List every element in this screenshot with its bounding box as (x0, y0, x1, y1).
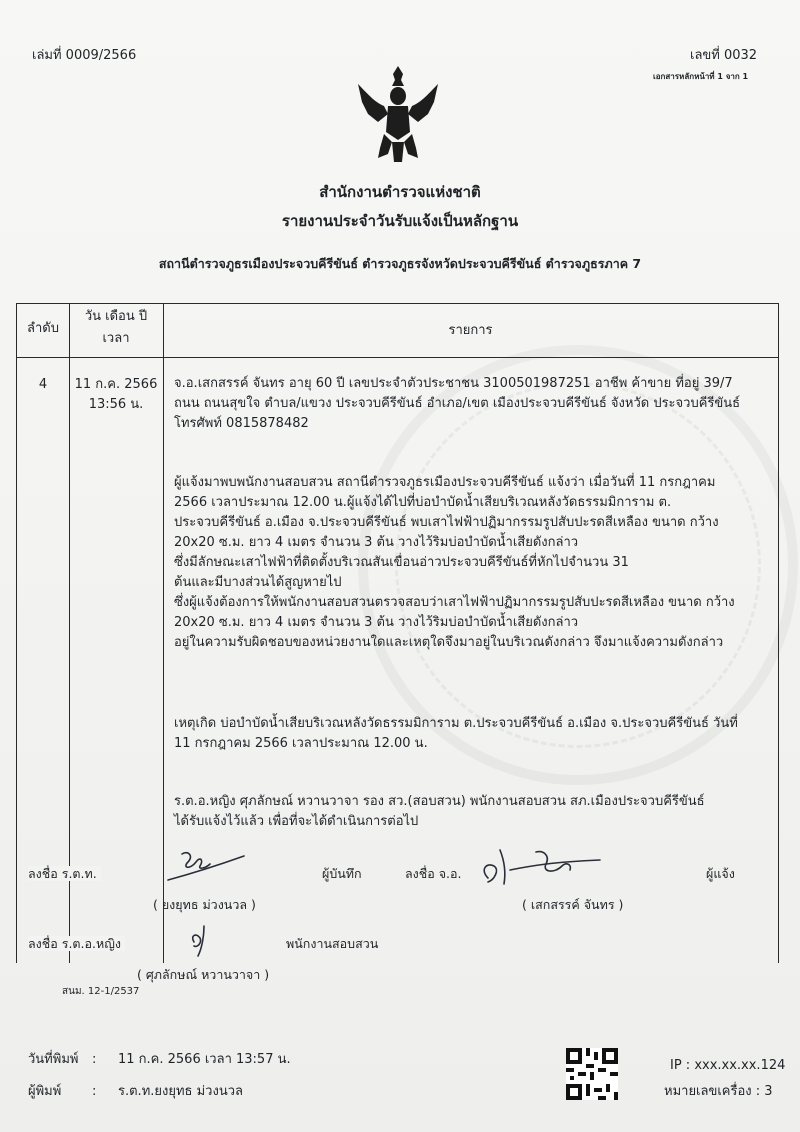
column-header-date: วัน เดือน ปี (84, 309, 148, 324)
investigator-sign-label: ลงชื่อ ร.ต.อ.หญิง (28, 936, 125, 951)
document-number: เลขที่ 0032 (690, 48, 758, 63)
print-date-label: วันที่พิมพ์ (28, 1052, 79, 1067)
report-title: รายงานประจำวันรับแจ้งเป็นหลักฐาน (281, 212, 519, 230)
ip-address: IP : xxx.xx.xx.124 (670, 1058, 786, 1073)
qr-code-icon (566, 1048, 618, 1100)
column-header-number: ลำดับ (27, 321, 59, 336)
column-header-item: รายการ (448, 323, 493, 338)
investigator-name: ( ศุภลักษณ์ หวานวาจา ) (137, 967, 270, 982)
incident-statement: ผู้แจ้งมาพบพนักงานสอบสวน สถานีตำรวจภูธรเมืองประจวบคีรีขันธ์ แจ้งว่า เมื่อวันที่ 11 กรกฎาคม 2566 เวลาประมาณ 12.00 น.ผู้แจ้งได้ไปที่บ่อบำบัดน้ำเสียบริเวณหลังวัดธรรมมิการาม ต. ประจวบคีรีขันธ์ อ.เมือง จ.ประจวบคีรีขันธ์ พบเสาไฟฟ้าปฏิมากรรมรูปสับปะรดสีเหลือง ขนาด กว้าง 20x20 ซ.ม. ยาว 4 เมตร จำนวน 3 ต้น วางไว้ริมบ่อบำบัดน้ำเสียดังกล่าว ซึ่งมีลักษณะเสาไฟฟ้าที่ติดตั้งบริเวณสันเขื่อนอ่าวประจวบคีรีขันธ์ที่หักไปจำนวน 31 ต้นและมีบางส่วนได้สูญหายไป ซึ่งผู้แจ้งต้องการให้พนักงานสอบสวนตรวจสอบว่าเสาไฟฟ้าปฏิมากรรมรูปสับปะรดสีเหลือง ขนาด กว้าง 20x20 ซ.ม. ยาว 4 เมตร จำนวน 3 ต้น วางไว้ริมบ่อบำบัดน้ำเสียดังกล่าว อยู่ในความรับผิดชอบของหน่วยงานใดและเหตุใดจึงมาอยู่ในบริเวณดังกล่าว จึงมาแจ้งความดังกล่าว (174, 475, 735, 650)
recorder-role: ผู้บันทึก (322, 866, 362, 881)
page-count: เอกสารหลักหน้าที่ 1 จาก 1 (653, 72, 749, 81)
reporter-sign-label: ลงชื่อ จ.อ. (405, 866, 462, 881)
reporter-name: ( เสกสรรค์ จันทร ) (522, 897, 624, 912)
printer-label: ผู้พิมพ์ (28, 1084, 62, 1099)
recorder-signature (160, 846, 255, 886)
garuda-emblem-icon (348, 62, 448, 164)
reporter-details: จ.อ.เสกสรรค์ จันทร อายุ 60 ปี เลขประจำตัวประชาชน 3100501987251 อาชีพ ค้าขาย ที่อยู่ 39/7 ถนน ถนนสุขใจ ตำบล/แขวง ประจวบคีรีขันธ์ อำเภอ/เขต เมืองประจวบคีรีขันธ์ จังหวัด ประจวบคีรีขันธ์ โทรศัพท์ 0815878482 (174, 376, 741, 431)
printer-colon: : (92, 1084, 97, 1099)
entry-time: 13:56 น. (88, 397, 144, 412)
reporter-signature (470, 840, 610, 890)
reporter-role: ผู้แจ้ง (706, 866, 735, 881)
recorder-name: ( ยงยุทธ ม่วงนวล ) (153, 897, 256, 912)
organization-title: สำนักงานตำรวจแห่งชาติ (319, 183, 481, 201)
book-number: เล่มที่ 0009/2566 (32, 48, 137, 63)
entry-number: 4 (38, 377, 48, 392)
investigator-role: พนักงานสอบสวน (286, 936, 379, 951)
recorder-sign-label: ลงชื่อ ร.ต.ท. (28, 866, 101, 881)
incident-location: เหตุเกิด บ่อบำบัดน้ำเสียบริเวณหลังวัดธรรมมิการาม ต.ประจวบคีรีขันธ์ อ.เมือง จ.ประจวบคีรีขันธ์ วันที่ 11 กรกฎาคม 2566 เวลาประมาณ 12.00 น. (174, 716, 738, 751)
machine-number: หมายเลขเครื่อง : 3 (664, 1084, 773, 1099)
station-title: สถานีตำรวจภูธรเมืองประจวบคีรีขันธ์ ตำรวจภูธรจังหวัดประจวบคีรีขันธ์ ตำรวจภูธรภาค 7 (158, 256, 642, 271)
form-code: สนม. 12-1/2537 (62, 986, 140, 997)
printer-value: ร.ต.ท.ยงยุทธ ม่วงนวล (118, 1084, 243, 1099)
column-header-time: เวลา (102, 331, 130, 346)
entry-date: 11 ก.ค. 2566 (74, 377, 158, 392)
investigator-signature (180, 920, 220, 960)
print-date-value: 11 ก.ค. 2566 เวลา 13:57 น. (118, 1052, 291, 1067)
print-date-colon: : (92, 1052, 97, 1067)
officer-acknowledgement: ร.ต.อ.หญิง ศุภลักษณ์ หวานวาจา รอง สว.(สอบสวน) พนักงานสอบสวน สภ.เมืองประจวบคีรีขันธ์ ได้รับแจ้งไว้แล้ว เพื่อที่จะได้ดำเนินการต่อไป (174, 794, 705, 829)
